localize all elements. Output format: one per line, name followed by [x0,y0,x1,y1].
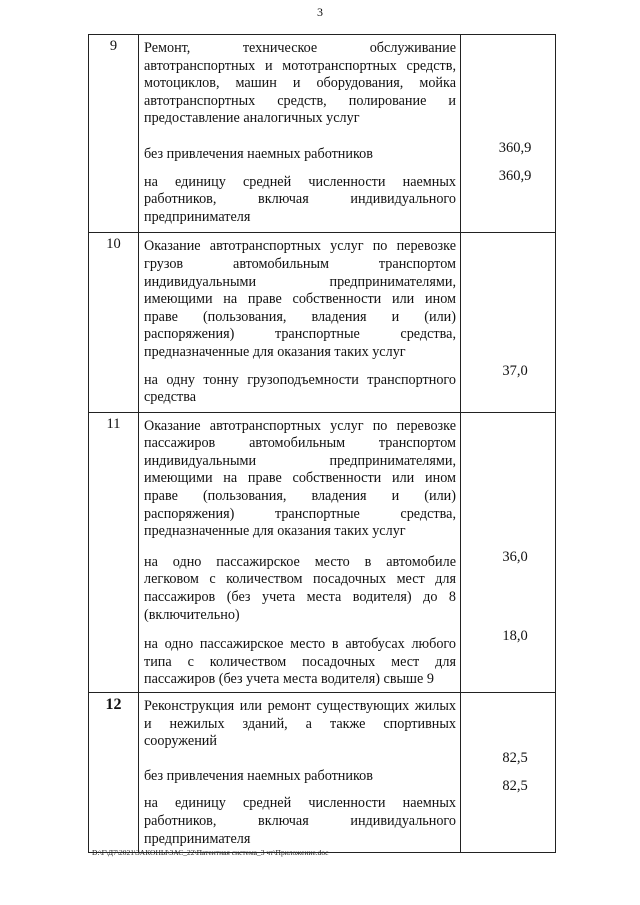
description-cell [139,35,461,233]
item-text: на одно пассажирское место в автобусах любого типа с количеством посадочных мест для пассажиров (без учета места водителя) свыше 9 [144,636,456,688]
item-value: 36,0 [502,548,528,565]
value-cell [461,412,556,692]
item-value: 82,5 [502,777,528,794]
table-row [89,693,556,853]
row-number: 12 [105,696,122,713]
value-cell [461,233,556,412]
activity-title: Оказание автотранспортных услуг по перевозке пассажиров автомобильным транспортом индивидуальными предпринимателями, имеющими на праве собственности или ином праве (пользования, владения и (или) распоряжения) транспортные средства, предназначенные для оказания таких услуг [144,417,456,540]
item-text: на единицу средней численности наемных работников, включая индивидуального предпринимателя [144,173,456,225]
table-row [89,412,556,692]
patent-values-table [88,34,556,853]
description-cell [139,412,461,692]
row-number-cell [89,693,139,853]
row-number: 9 [109,38,118,54]
activity-title: Оказание автотранспортных услуг по перевозке грузов автомобильным транспортом индивидуальными предпринимателями, имеющими на праве собственности или ином праве (пользования, владения и (или) распоряжения) транспортные средства, предназначенные для оказания таких услуг [144,238,456,360]
item-text: на одну тонну грузоподъемности транспортного средства [144,371,456,406]
item-value: 82,5 [502,750,528,766]
row-number: 10 [106,236,121,253]
item-value: 37,0 [502,363,528,380]
activity-title: Ремонт, техническое обслуживание автотранспортных и мототранспортных средств, мотоциклов, машин и оборудования, мойка автотранспортных средств, полирование и предоставление аналогичных услуг [144,40,456,127]
page-number: 3 [317,5,323,19]
row-number-cell [89,35,139,233]
file-path-footer: D:\Г\Д7\2021\ЗАКОНЫ\ЗАС_22\Патентная система_3 чт\Приложение.doc [92,848,329,857]
activity-title: Реконструкция или ремонт существующих жилых и нежилых зданий, а также спортивных сооружений [144,698,456,750]
row-number-cell [89,233,139,412]
table-row [89,35,556,233]
item-text: на одно пассажирское место в автомобиле легковом с количеством посадочных мест для пассажиров (без учета места водителя) до 8 (включительно) [144,553,456,623]
value-cell [461,35,556,233]
item-text: без привлечения наемных работников [144,767,373,784]
item-value: 360,9 [498,140,532,156]
item-value: 18,0 [502,628,528,645]
row-number: 11 [106,415,121,432]
row-number-cell [89,412,139,692]
value-cell [461,693,556,853]
table-row [89,233,556,412]
item-value: 360,9 [498,167,532,184]
item-text: без привлечения наемных работников [144,145,373,162]
item-text: на единицу средней численности наемных работников, включая индивидуального предпринимателя [144,795,456,847]
description-cell [139,693,461,853]
description-cell [139,233,461,412]
